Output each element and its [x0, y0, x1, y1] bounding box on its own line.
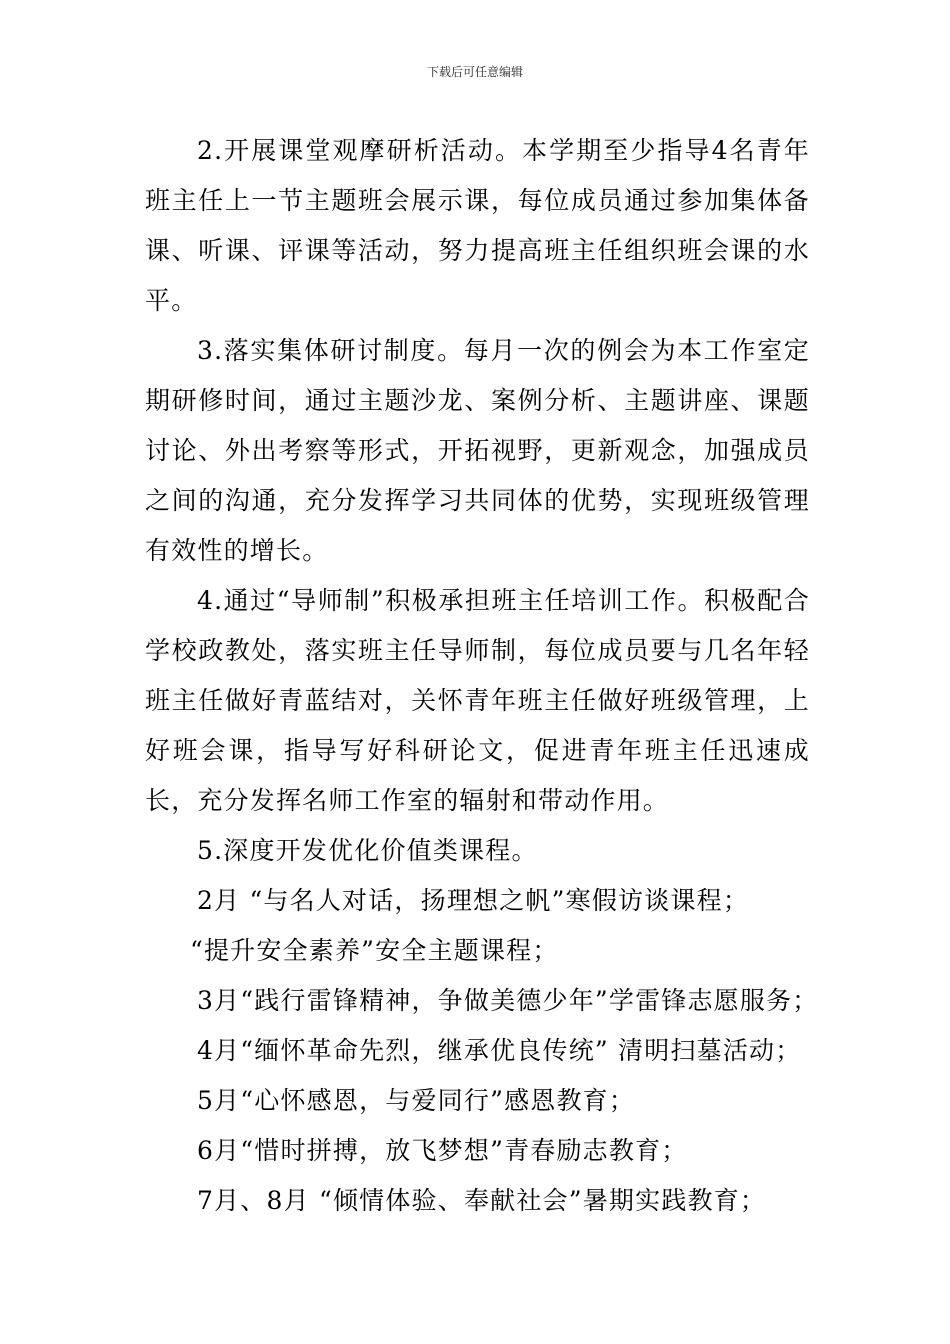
course-item-april: 4月“缅怀革命先烈，继承优良传统” 清明扫墓活动；	[197, 1036, 802, 1065]
paragraph-item-3: 3.落实集体研讨制度。每月一次的例会为本工作室定期研修时间，通过主题沙龙、案例分析、主题讲座、课题讨论、外出考察等形式，开拓视野，更新观念，加强成员之间的沟通，充分发挥学习共同体的优势，实现班级管理有效性的增长。	[145, 336, 810, 565]
paragraph-item-5-heading: 5.深度开发优化价值类课程。	[197, 836, 538, 865]
paragraph-item-2: 2.开展课堂观摩研析活动。本学期至少指导4名青年班主任上一节主题班会展示课，每位成员通过参加集体备课、听课、评课等活动，努力提高班主任组织班会课的水平。	[145, 136, 810, 315]
course-item-february: 2月 “与名人对话，扬理想之帆”寒假访谈课程；	[197, 886, 750, 915]
course-item-july-august: 7月、8月 “倾情体验、奉献社会”暑期实践教育；	[197, 1186, 767, 1215]
course-item-june: 6月“惜时拼搏，放飞梦想”青春励志教育；	[197, 1136, 688, 1165]
course-item-may: 5月“心怀感恩，与爱同行”感恩教育；	[197, 1086, 636, 1115]
document-body	[145, 126, 819, 1226]
course-item-march: 3月“践行雷锋精神，争做美德少年”学雷锋志愿服务；	[197, 986, 819, 1015]
page-header: 下载后可任意编辑	[426, 65, 523, 79]
paragraph-item-4: 4.通过“导师制”积极承担班主任培训工作。积极配合学校政教处，落实班主任导师制，每位成员要与几名年轻班主任做好青蓝结对，关怀青年班主任做好班级管理，上好班会课，指导写好科研论文，促进青年班主任迅速成长，充分发挥名师工作室的辐射和带动作用。	[145, 586, 810, 815]
course-item-safety: “提升安全素养”安全主题课程；	[190, 936, 559, 965]
